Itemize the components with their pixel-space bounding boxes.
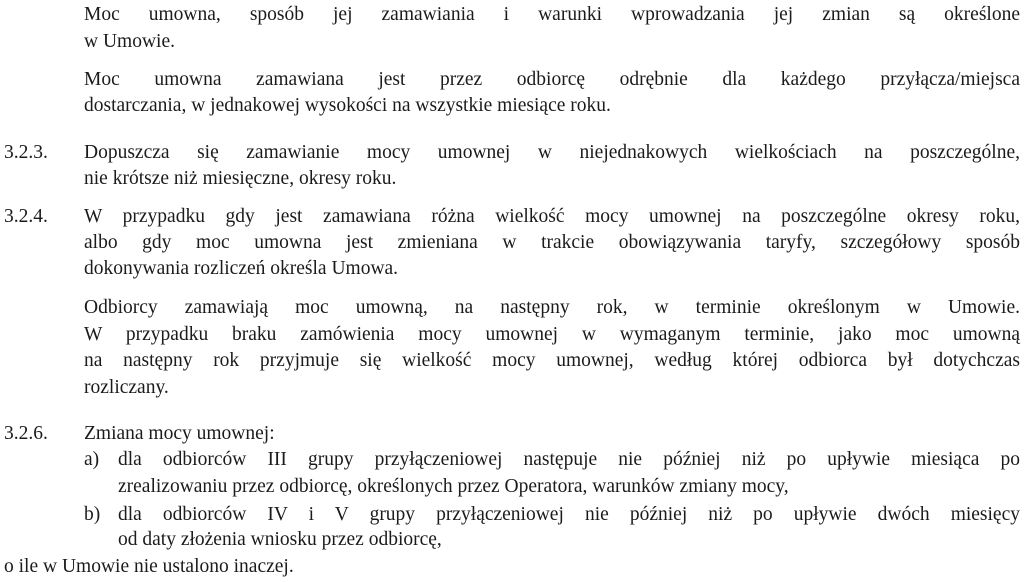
paragraph-line: albo gdy moc umowna jest zmieniana w trakcie obowiązywania taryfy, szczegółowy sposób — [84, 232, 1020, 253]
list-item-line: dla odbiorców III grupy przyłączeniowej następuje nie później niż po upływie miesiąca po — [118, 449, 1020, 470]
section-number: 3.2.3. — [4, 142, 48, 163]
paragraph-line: na następny rok przyjmuje się wielkość mocy umownej, według której odbiorca był dotychczas — [84, 350, 1020, 371]
list-item-line: od daty złożenia wniosku przez odbiorcę, — [118, 529, 442, 550]
paragraph-line: Dopuszcza się zamawianie mocy umownej w niejednakowych wielkościach na poszczególne, — [84, 142, 1020, 163]
list-marker: b) — [84, 504, 101, 525]
list-item-line: dla odbiorców IV i V grupy przyłączeniowej nie później niż po upływie dwóch miesięcy — [118, 504, 1020, 525]
section-number: 3.2.6. — [4, 423, 48, 444]
list-item-line: zrealizowaniu przez odbiorcę, określonych przez Operatora, warunków zmiany mocy, — [118, 476, 789, 497]
paragraph-line: rozliczany. — [84, 377, 169, 398]
section-number: 3.2.4. — [4, 206, 48, 227]
list-marker: a) — [84, 449, 100, 470]
paragraph-line: Odbiorcy zamawiają moc umowną, na następny rok, w terminie określonym w Umowie. — [84, 297, 1020, 318]
paragraph-line: Zmiana mocy umownej: — [84, 423, 275, 444]
paragraph-line: W przypadku gdy jest zamawiana różna wielkość mocy umownej na poszczególne okresy roku, — [84, 206, 1020, 227]
paragraph-line: Moc umowna, sposób jej zamawiania i warunki wprowadzania jej zmian są określone — [84, 4, 1020, 25]
paragraph-line: dokonywania rozliczeń określa Umowa. — [84, 258, 399, 279]
paragraph-line: dostarczania, w jednakowej wysokości na wszystkie miesiące roku. — [84, 95, 611, 116]
paragraph-line: W przypadku braku zamówienia mocy umownej w wymaganym terminie, jako moc umowną — [84, 324, 1020, 345]
paragraph-line: nie krótsze niż miesięczne, okresy roku. — [84, 168, 397, 189]
closing-line: o ile w Umowie nie ustalono inaczej. — [4, 556, 294, 577]
paragraph-line: w Umowie. — [84, 31, 175, 52]
paragraph-line: Moc umowna zamawiana jest przez odbiorcę odrębnie dla każdego przyłącza/miejsca — [84, 69, 1020, 90]
